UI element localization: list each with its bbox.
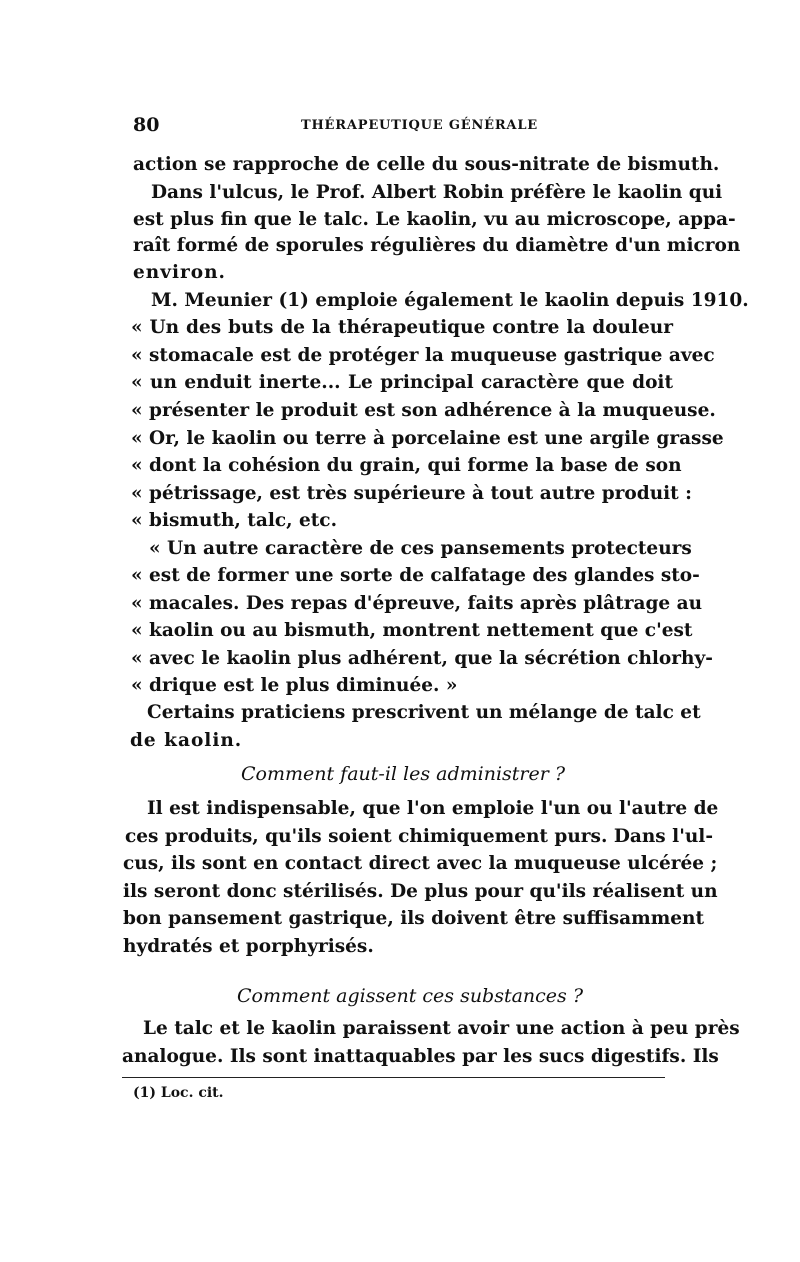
page-header: [133, 114, 673, 138]
footnote-rule: [122, 1077, 665, 1078]
page-number: 80: [133, 114, 160, 136]
text-line: « présenter le produit est son adhérence à la muqueuse.: [131, 400, 716, 421]
text-line: ces produits, qu'ils soient chimiquement purs. Dans l'ul-: [125, 826, 714, 847]
section-heading: Comment agissent ces substances ?: [237, 985, 584, 1007]
section-heading: Comment faut-il les administrer ?: [241, 763, 566, 785]
text-line: « kaolin ou au bismuth, montrent nettement que c'est: [131, 620, 693, 641]
text-line: « avec le kaolin plus adhérent, que la sécrétion chlorhy-: [131, 648, 713, 669]
text-line: « Or, le kaolin ou terre à porcelaine est une argile grasse: [131, 428, 724, 449]
text-line: « macales. Des repas d'épreuve, faits après plâtrage au: [131, 593, 703, 614]
text-line: « pétrissage, est très supérieure à tout autre produit :: [131, 483, 692, 504]
text-line: « stomacale est de protéger la muqueuse gastrique avec: [131, 345, 715, 366]
text-line: Dans l'ulcus, le Prof. Albert Robin préfère le kaolin qui: [151, 182, 723, 203]
footnote: (1) Loc. cit.: [133, 1085, 224, 1101]
text-line: analogue. Ils sont inattaquables par les sucs digestifs. Ils: [122, 1046, 719, 1067]
text-line: Certains praticiens prescrivent un mélange de talc et: [147, 702, 701, 723]
text-line: M. Meunier (1) emploie également le kaolin depuis 1910.: [151, 290, 749, 311]
text-line: bon pansement gastrique, ils doivent être suffisamment: [123, 908, 705, 929]
running-head: THÉRAPEUTIQUE GÉNÉRALE: [301, 118, 538, 133]
text-line: hydratés et porphyrisés.: [123, 936, 374, 957]
text-line: « Un autre caractère de ces pansements protecteurs: [149, 538, 692, 559]
text-line: de kaolin.: [130, 730, 243, 751]
text-line: « un enduit inerte... Le principal caractère que doit: [131, 372, 673, 393]
text-line: action se rapproche de celle du sous-nitrate de bismuth.: [133, 154, 720, 175]
text-line: raît formé de sporules régulières du diamètre d'un micron: [133, 235, 741, 256]
text-line: Il est indispensable, que l'on emploie l'un ou l'autre de: [147, 798, 719, 819]
text-line: « drique est le plus diminuée. »: [131, 675, 458, 696]
text-line: « dont la cohésion du grain, qui forme la base de son: [131, 455, 682, 476]
text-line: « est de former une sorte de calfatage des glandes sto-: [131, 565, 700, 586]
text-line: cus, ils sont en contact direct avec la muqueuse ulcérée ;: [123, 853, 718, 874]
text-line: Le talc et le kaolin paraissent avoir une action à peu près: [143, 1018, 740, 1039]
text-line: « Un des buts de la thérapeutique contre la douleur: [131, 317, 673, 338]
text-line: « bismuth, talc, etc.: [131, 510, 338, 531]
text-line: environ.: [133, 262, 226, 283]
text-line: ils seront donc stérilisés. De plus pour qu'ils réalisent un: [123, 881, 718, 902]
text-line: est plus fin que le talc. Le kaolin, vu au microscope, appa-: [133, 209, 736, 230]
